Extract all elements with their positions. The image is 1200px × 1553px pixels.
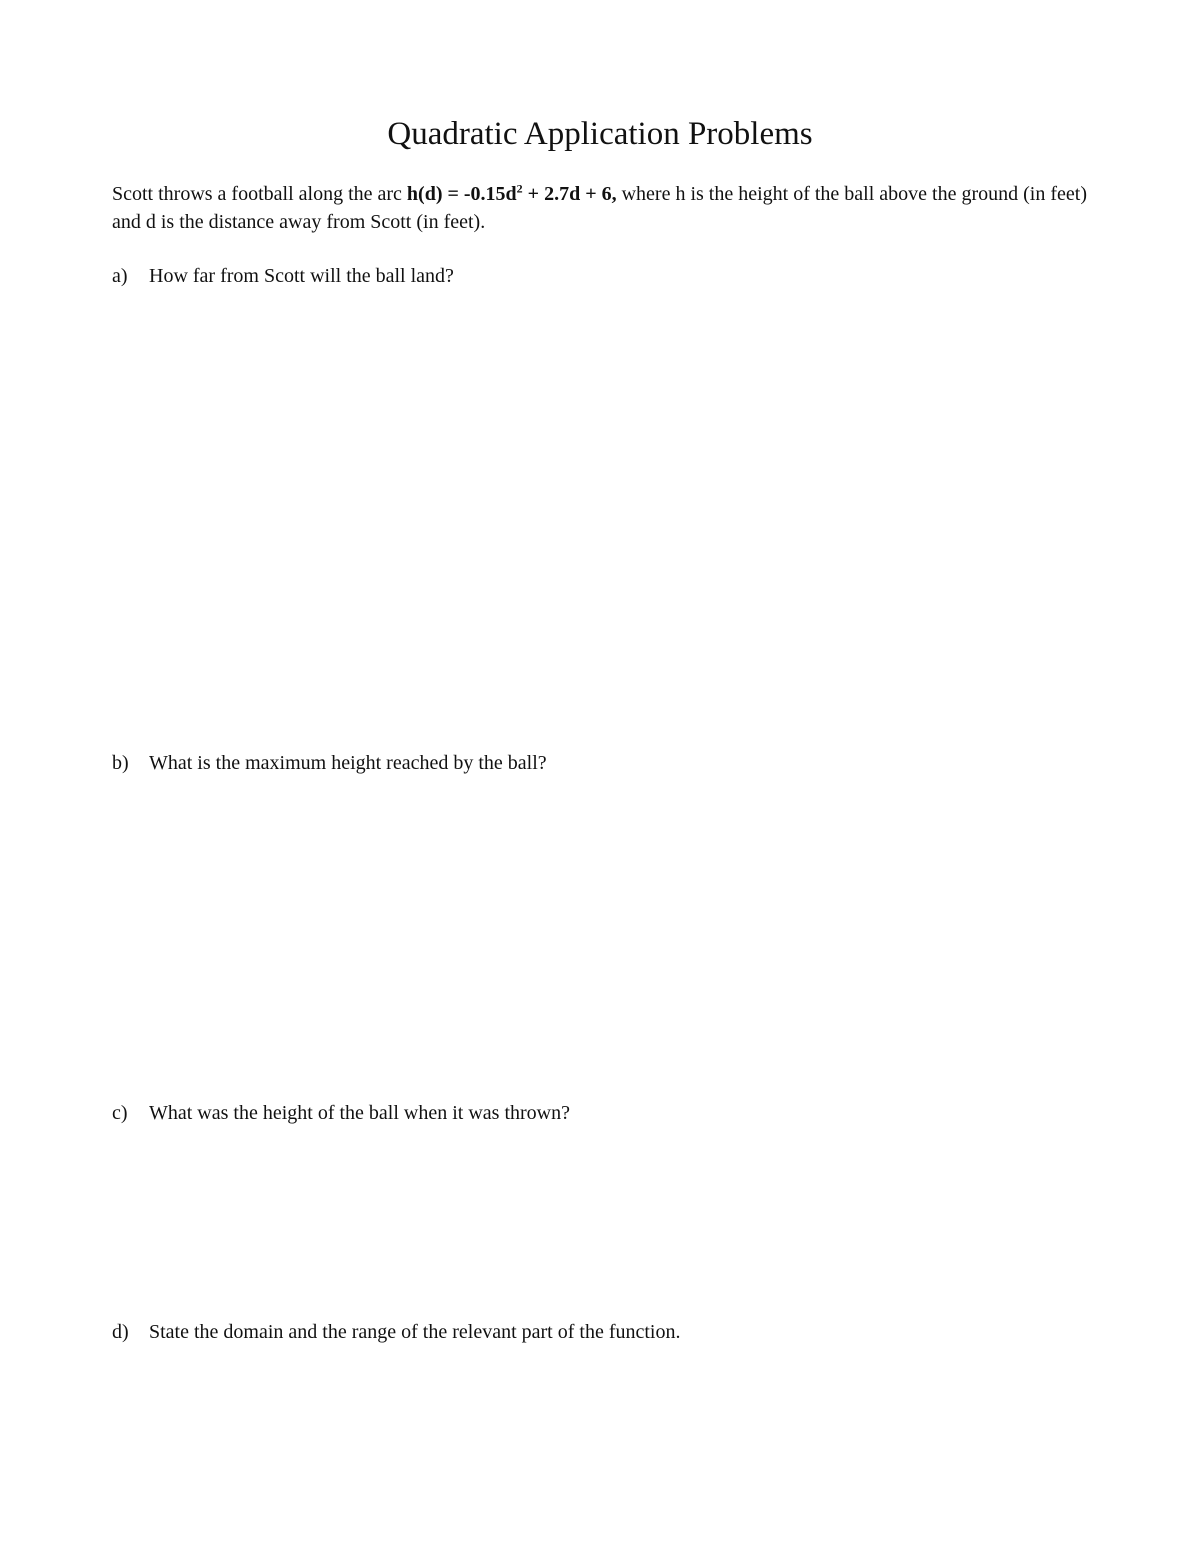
question-d <box>112 1318 1072 1346</box>
quadratic-formula <box>407 183 617 205</box>
question-label: b) <box>112 752 129 774</box>
question-text: What is the maximum height reached by the ball? <box>149 752 547 774</box>
question-b <box>112 749 1072 777</box>
question-label: c) <box>112 1102 128 1124</box>
page-title: Quadratic Application Problems <box>387 116 813 152</box>
formula-part-1: h(d) = -0.15d <box>406 183 517 205</box>
formula-part-2: + 2.7d + 6, <box>522 183 617 205</box>
question-text: State the domain and the range of the relevant part of the function. <box>149 1321 681 1343</box>
question-label: d) <box>112 1321 129 1343</box>
question-a <box>112 262 1072 290</box>
question-c <box>112 1099 1072 1127</box>
question-label: a) <box>112 265 128 287</box>
problem-statement <box>112 180 1092 236</box>
formula-exponent: 2 <box>516 181 523 196</box>
intro-lead-text: Scott throws a football along the arc <box>112 183 407 205</box>
question-text: How far from Scott will the ball land? <box>149 265 454 287</box>
question-text: What was the height of the ball when it was thrown? <box>149 1102 570 1124</box>
intro-trailing-text: where h is the height of the ball above the ground (in feet) and d is the distance away from Scott (in feet). <box>112 183 1087 233</box>
